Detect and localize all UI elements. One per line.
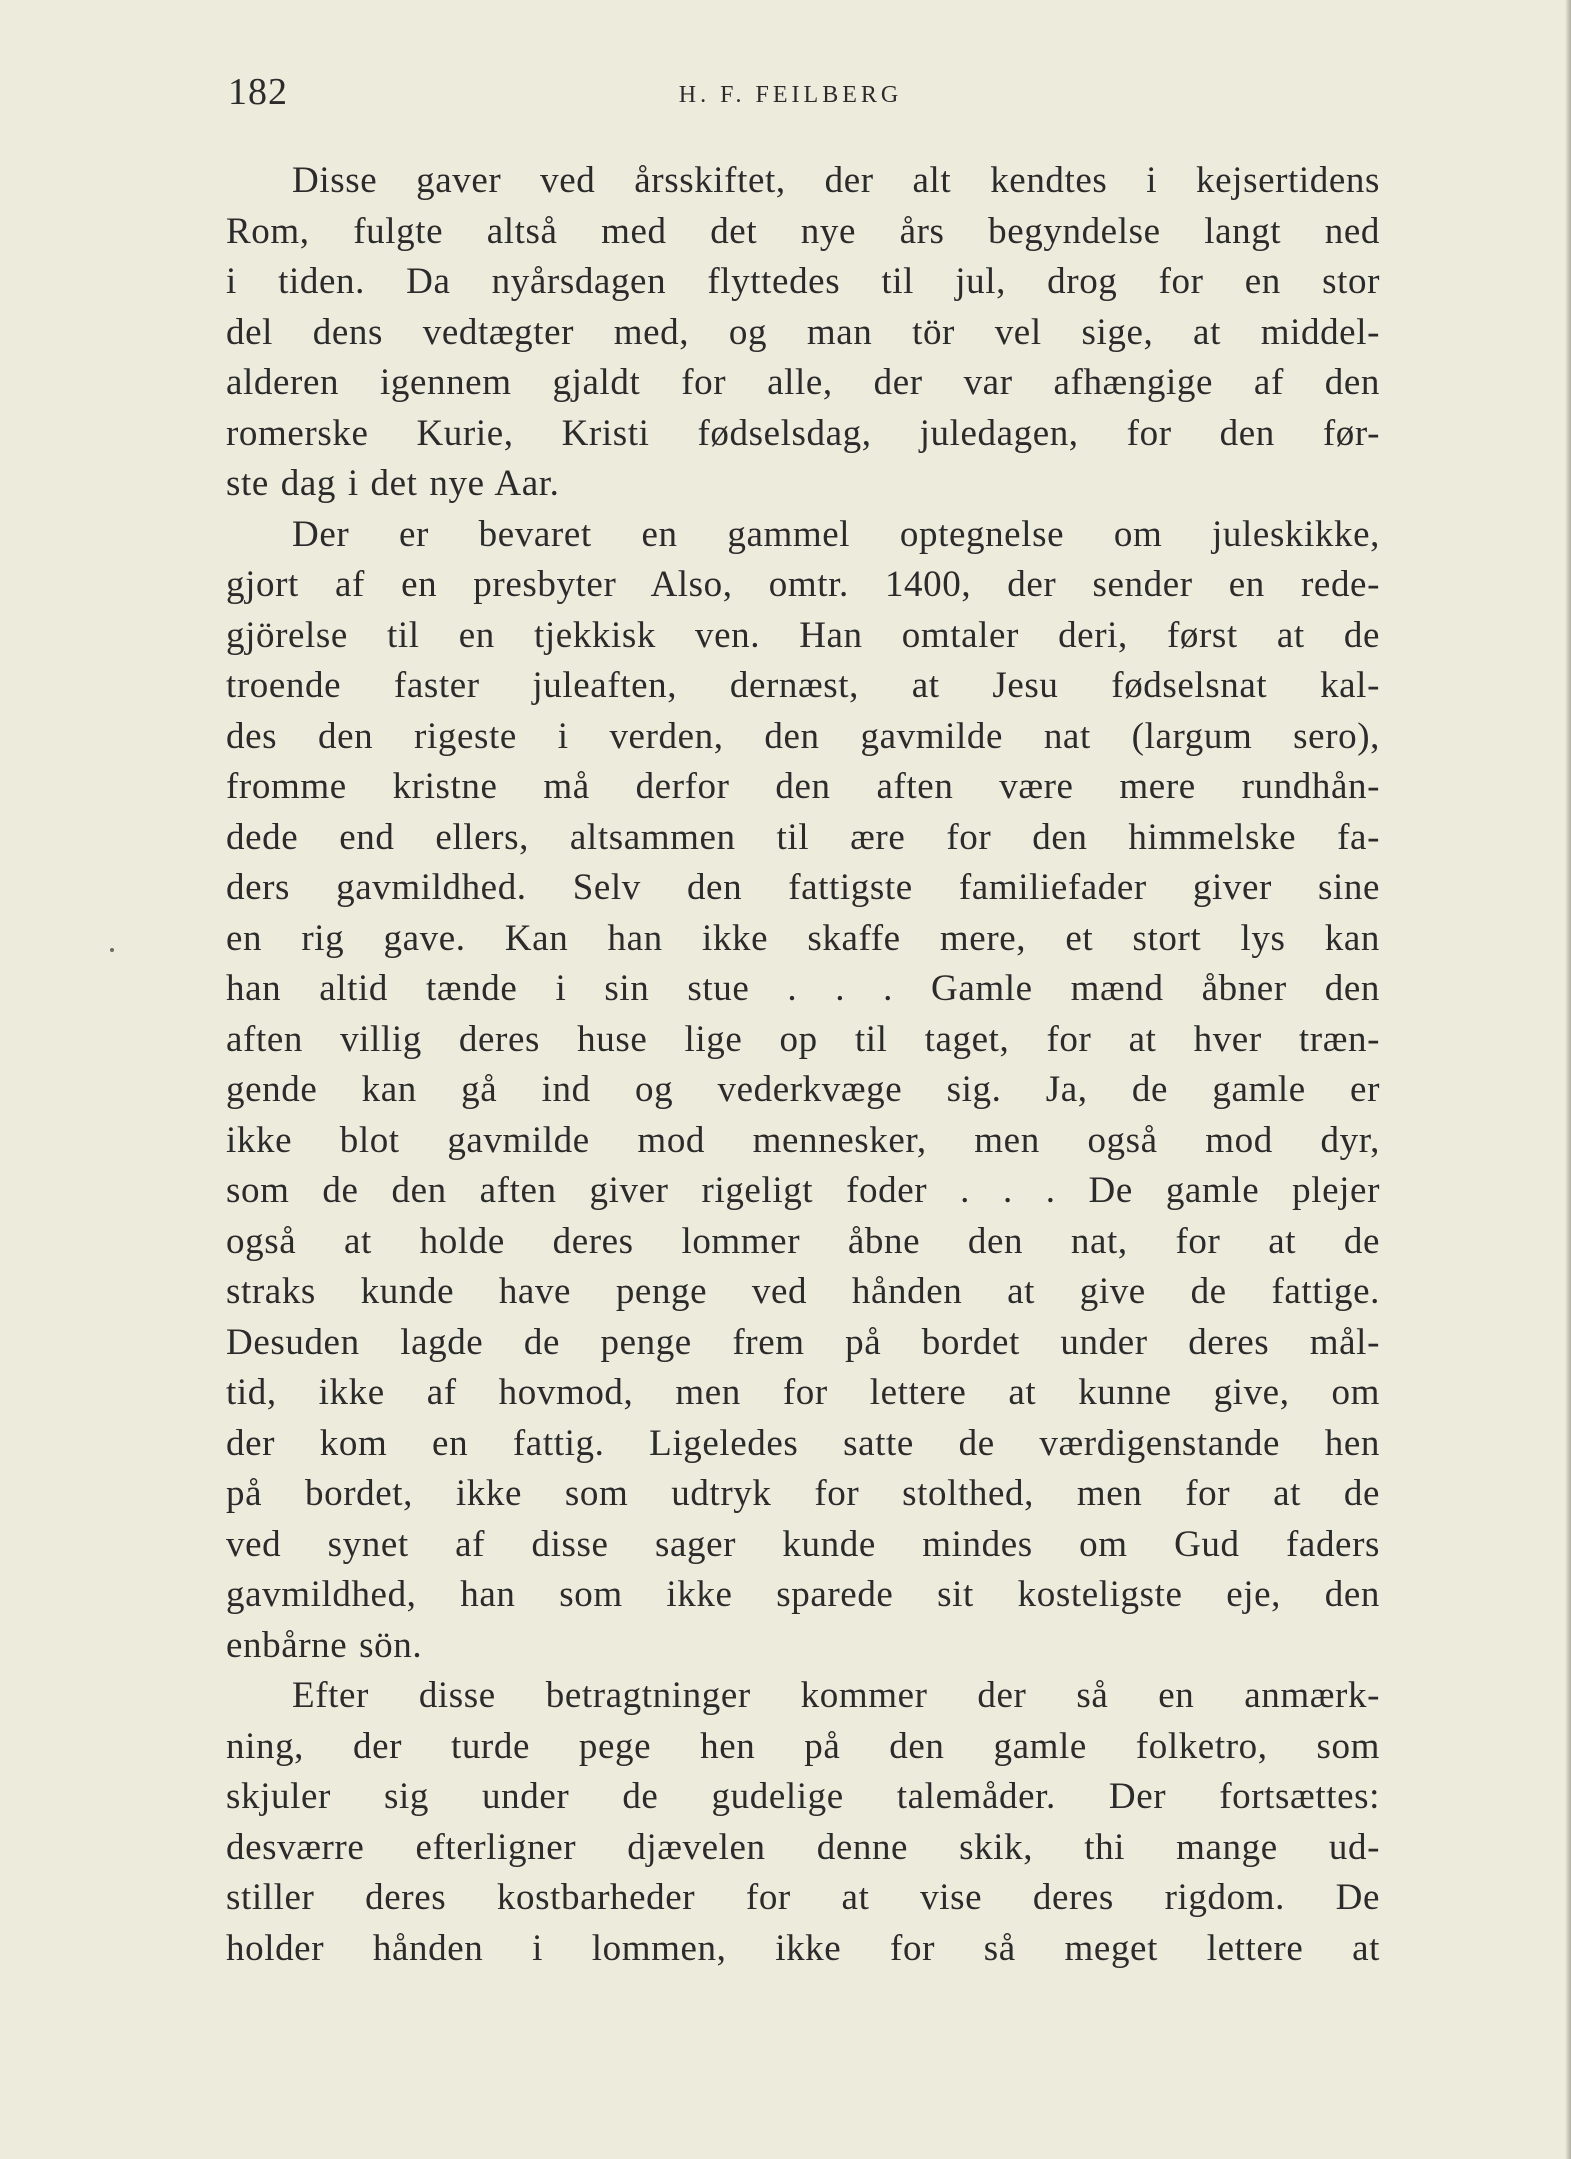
text-line: ved synet af disse sager kunde mindes om Gud faders [226,1523,1380,1565]
page-number: 182 [228,71,288,113]
running-head: H. F. FEILBERG [678,82,903,108]
text-line: enbårne sön. [226,1624,423,1666]
text-line: straks kunde have penge ved hånden at give de fattige. [226,1271,1380,1312]
body-text [226,156,1380,1974]
stray-ink-mark [110,948,114,952]
text-line: ste dag i det nye Aar. [226,463,560,504]
text-line: ning, der turde pege hen på den gamle folketro, som [226,1725,1380,1767]
text-line: alderen igennem gjaldt for alle, der var afhængige af den [226,362,1380,403]
text-line: skjuler sig under de gudelige talemåder. Der fortsættes: [226,1776,1380,1817]
text-line: Desuden lagde de penge frem på bordet under deres mål- [226,1321,1380,1363]
text-line: holder hånden i lommen, ikke for så meget lettere at [226,1927,1380,1969]
text-line: ikke blot gavmilde mod mennesker, men også mod dyr, [226,1119,1380,1161]
text-line: gavmildhed, han som ikke sparede sit kosteligste eje, den [226,1574,1380,1615]
text-line: en rig gave. Kan han ikke skaffe mere, et stort lys kan [226,917,1380,959]
page-edge-shadow [1565,0,1571,2159]
text-line: ders gavmildhed. Selv den fattigste familiefader giver sine [226,867,1380,908]
text-line: del dens vedtægter med, og man tör vel sige, at middel- [226,311,1380,353]
text-line: des den rigeste i verden, den gavmilde nat (largum sero), [226,715,1380,757]
paragraph [226,156,1380,510]
text-line: Disse gaver ved årsskiftet, der alt kendtes i kejsertidens [292,160,1380,201]
text-line: på bordet, ikke som udtryk for stolthed, men for at de [226,1473,1380,1514]
text-line: Rom, fulgte altså med det nye års begyndelse langt ned [226,210,1380,252]
text-line: tid, ikke af hovmod, men for lettere at kunne give, om [226,1372,1380,1413]
text-line: troende faster juleaften, dernæst, at Jesu fødselsnat kal- [226,665,1380,706]
text-line: gjörelse til en tjekkisk ven. Han omtaler deri, først at de [226,614,1380,656]
text-line: i tiden. Da nyårsdagen flyttedes til jul, drog for en stor [226,261,1380,302]
text-line: også at holde deres lommer åbne den nat, for at de [226,1220,1380,1262]
text-line: Der er bevaret en gammel optegnelse om juleskikke, [292,513,1380,555]
text-line: der kom en fattig. Ligeledes satte de værdigenstande hen [226,1422,1380,1464]
text-line: fromme kristne må derfor den aften være mere rundhån- [226,766,1380,807]
text-line: som de den aften giver rigeligt foder . . . De gamle plejer [226,1170,1380,1211]
paragraph [226,1671,1380,1974]
text-line: desværre efterligner djævelen denne skik, thi mange ud- [226,1826,1380,1868]
text-line: gende kan gå ind og vederkvæge sig. Ja, de gamle er [226,1069,1380,1110]
text-line: gjort af en presbyter Also, omtr. 1400, der sender en rede- [226,564,1380,605]
text-line: stiller deres kostbarheder for at vise deres rigdom. De [226,1877,1380,1918]
text-line: romerske Kurie, Kristi fødselsdag, juledagen, for den før- [226,412,1380,454]
text-line: dede end ellers, altsammen til ære for den himmelske fa- [226,816,1380,858]
text-line: han altid tænde i sin stue . . . Gamle mænd åbner den [226,968,1380,1009]
text-line: Efter disse betragtninger kommer der så en anmærk- [292,1675,1380,1716]
paragraph [226,510,1380,1672]
text-line: aften villig deres huse lige op til taget, for at hver træn- [226,1018,1380,1060]
